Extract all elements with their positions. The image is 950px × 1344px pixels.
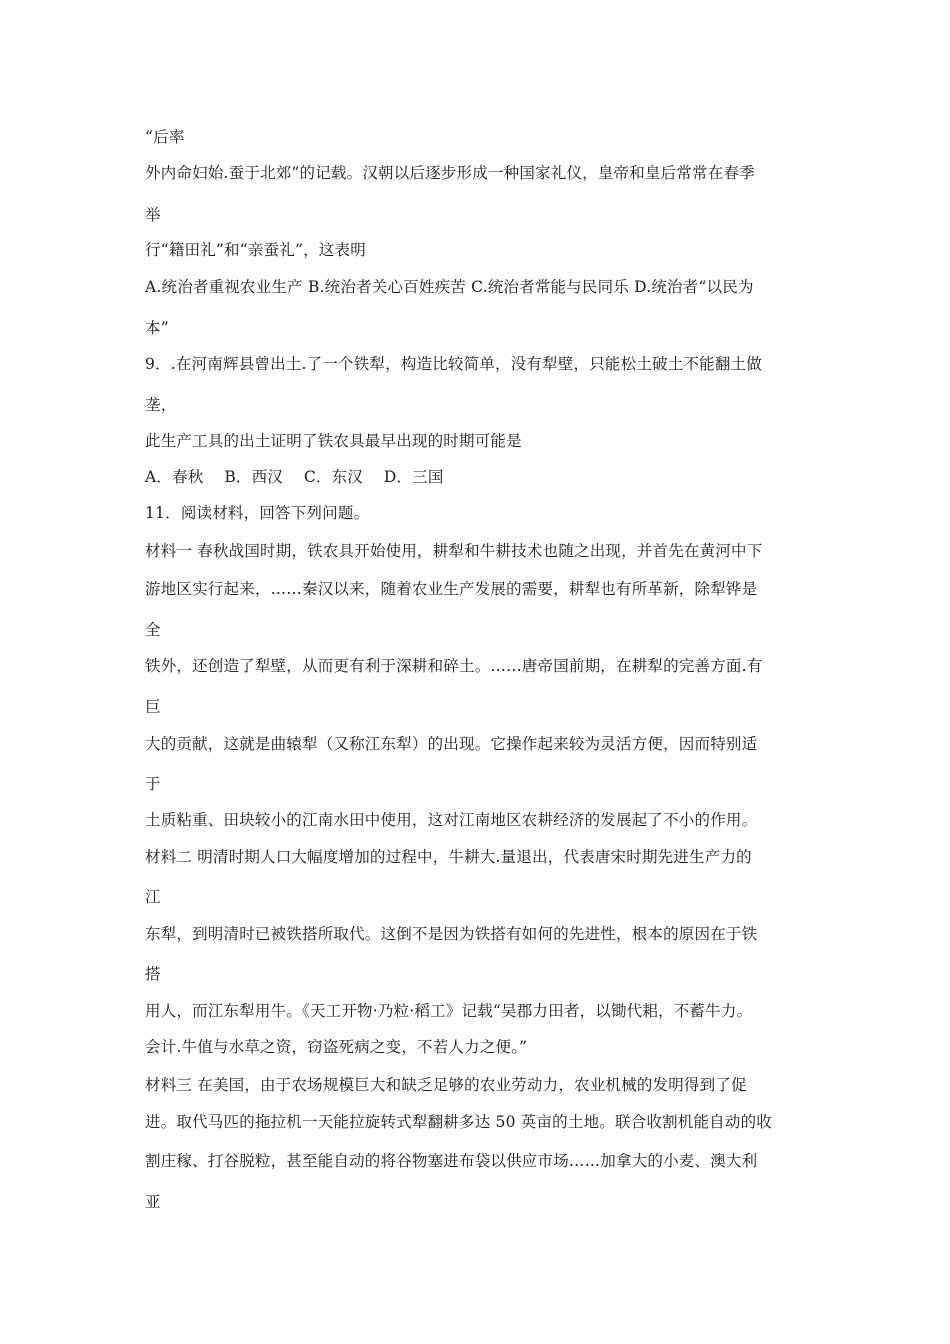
text-line: 亚 — [145, 1193, 161, 1211]
text-line: 游地区实行起来，……秦汉以来，随着农业生产发展的需要，耕犁也有所革新，除犁铧是 — [145, 580, 758, 598]
text-line: 外内命妇始.蚕于北郊”的记载。汉朝以后逐步形成一种国家礼仪，皇帝和皇后常常在春季 — [145, 164, 755, 182]
text-line: 垄， — [145, 396, 177, 414]
text-line: 巨 — [145, 698, 161, 716]
material-three: 材料三 在美国，由于农场规模巨大和缺乏足够的农业劳动力，农业机械的发明得到了促 — [145, 1076, 747, 1094]
text-line: 土质粘重、田块较小的江南水田中使用，这对江南地区农耕经济的发展起了不小的作用。 — [145, 811, 758, 829]
text-line: 江 — [145, 888, 161, 906]
text-line: 举 — [145, 206, 161, 224]
text-line: 铁外，还创造了犁壁，从而更有利于深耕和碎土。……唐帝国前期，在耕犁的完善方面.有 — [145, 657, 763, 675]
text-line: 于 — [145, 775, 161, 793]
text-line: 进。取代马匹的拖拉机一天能拉旋转式犁翻耕多达 50 英亩的土地。联合收割机能自动的收 — [145, 1113, 772, 1131]
text-line: 此生产工具的出土证明了铁农具最早出现的时期可能是 — [145, 432, 522, 450]
question-9: 9．.在河南辉县曾出土.了一个铁犁，构造比较简单，没有犁壁，只能松土破土不能翻土做 — [145, 355, 762, 373]
text-line: 用人，而江东犁用牛。《天工开物·乃粒·稻工》记载“吴郡力田者，以锄代耜，不蓄牛力。 — [145, 1002, 753, 1020]
text-line: 东犁，到明清时已被铁搭所取代。这倒不是因为铁搭有如何的先进性，根本的原因在于铁 — [145, 925, 758, 943]
material-one: 材料一 春秋战国时期，铁农具开始使用，耕犁和牛耕技术也随之出现，并首先在黄河中下 — [145, 542, 763, 560]
answer-options: A．春秋 B．西汉 C．东汉 D．三国 — [145, 468, 444, 486]
text-line: 大的贡献，这就是曲辕犁（又称江东犁）的出现。它操作起来较为灵活方便，因而特别适 — [145, 735, 758, 753]
text-line: 割庄稼、打谷脱粒，甚至能自动的将谷物塞进布袋以供应市场……加拿大的小麦、澳大利 — [145, 1152, 758, 1170]
text-line: 搭 — [145, 965, 161, 983]
text-line: 全 — [145, 621, 161, 639]
text-line: 本” — [145, 319, 169, 337]
text-line: “后率 — [145, 128, 185, 146]
text-line: 行“籍田礼”和“亲蚕礼”，这表明 — [145, 241, 366, 259]
material-two: 材料二 明清时期人口大幅度增加的过程中，牛耕大.量退出，代表唐宋时期先进生产力的 — [145, 848, 752, 866]
question-11: 11．阅读材料，回答下列问题。 — [145, 504, 370, 522]
text-line: 会计.牛值与水草之资，窃盗死病之变，不若人力之便。” — [145, 1038, 528, 1056]
answer-options: A.统治者重视农业生产 B.统治者关心百姓疾苦 C.统治者常能与民同乐 D.统治者“以民为 — [145, 278, 754, 296]
